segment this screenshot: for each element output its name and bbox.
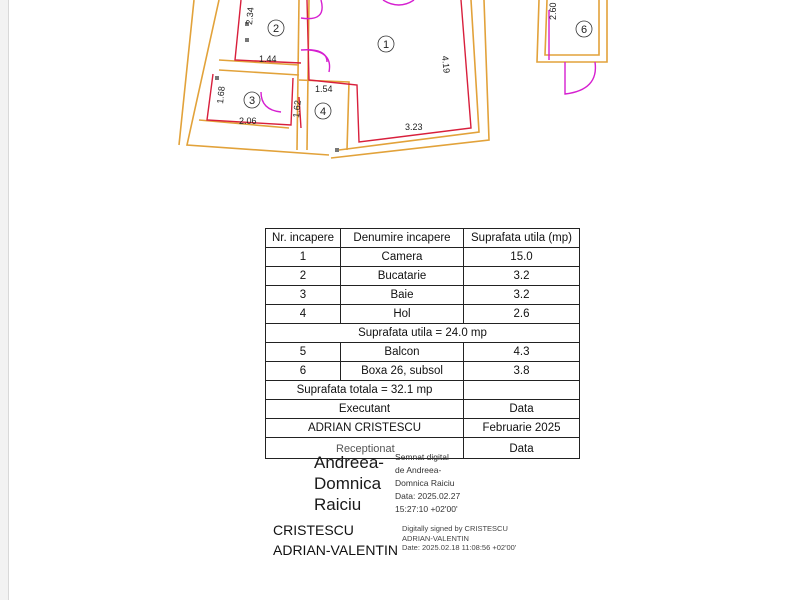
executant-sig-name xyxy=(273,520,398,560)
table-row xyxy=(266,286,580,305)
total-row xyxy=(266,381,580,400)
row-nr: 1 xyxy=(266,248,341,267)
data-label-2: Data xyxy=(464,438,580,459)
row-nr: 3 xyxy=(266,286,341,305)
data-label: Data xyxy=(464,400,580,419)
row-nr: 5 xyxy=(266,343,341,362)
row-area: 3.2 xyxy=(464,267,580,286)
row-name: Balcon xyxy=(341,343,464,362)
sig-text-line-3: Domnica Raiciu xyxy=(395,478,455,488)
executant-date: Februarie 2025 xyxy=(464,419,580,438)
sig-text-line-4: Data: 2025.02.27 xyxy=(395,491,461,501)
dim-1-54: 1.54 xyxy=(315,84,333,94)
executant-sig-text xyxy=(402,524,516,553)
dim-2-06: 2.06 xyxy=(239,116,257,126)
row-area: 3.8 xyxy=(464,362,580,381)
row-name: Boxa 26, subsol xyxy=(341,362,464,381)
room-label-4: 4 xyxy=(319,106,327,118)
dim-1-68: 1.68 xyxy=(215,85,227,105)
total-empty xyxy=(464,381,580,400)
sig-name-line-3: Raiciu xyxy=(314,495,362,514)
dim-3-23: 3.23 xyxy=(405,122,423,132)
table-row xyxy=(266,343,580,362)
sig-text-line-5: 15:27:10 +02'00' xyxy=(395,504,458,514)
row-name: Bucatarie xyxy=(341,267,464,286)
header-name: Denumire incapere xyxy=(341,229,464,248)
dim-2-34: 2.34 xyxy=(244,6,256,26)
executant-sig-name-line-2: ADRIAN-VALENTIN xyxy=(273,542,398,558)
executant-sig-text-line-1: Digitally signed by CRISTESCU xyxy=(402,524,508,533)
executant-header-row xyxy=(266,400,580,419)
executant-label: Executant xyxy=(266,400,464,419)
sig-text-line-2: de Andreea- xyxy=(395,465,442,475)
table-row xyxy=(266,248,580,267)
sig-name-line-1: Andreea- xyxy=(314,453,384,472)
executant-sig-text-line-2: ADRIAN-VALENTIN xyxy=(402,533,469,543)
dim-1-62: 1.62 xyxy=(291,99,303,119)
total-text: Suprafata totala = 32.1 mp xyxy=(266,381,464,400)
sig-text-line-1: Semnat digital xyxy=(395,452,449,462)
row-area: 15.0 xyxy=(464,248,580,267)
executant-name: ADRIAN CRISTESCU xyxy=(266,419,464,438)
subtotal-text: Suprafata utila = 24.0 mp xyxy=(266,324,580,343)
room-label-1: 1 xyxy=(382,39,390,51)
table-row xyxy=(266,267,580,286)
row-name: Hol xyxy=(341,305,464,324)
row-name: Baie xyxy=(341,286,464,305)
door-arcs xyxy=(261,0,595,112)
floor-plan xyxy=(9,0,800,220)
room-label-6: 6 xyxy=(580,24,588,36)
row-nr: 6 xyxy=(266,362,341,381)
dim-2-60: 2.60 xyxy=(548,2,558,20)
executant-sig-name-line-1: CRISTESCU xyxy=(273,522,354,538)
row-name: Camera xyxy=(341,248,464,267)
rooms-table xyxy=(265,228,580,459)
row-area: 3.2 xyxy=(464,286,580,305)
executant-sig-text-line-3: Date: 2025.02.18 11:08:56 +02'00' xyxy=(402,543,517,552)
sig-name-line-2: Domnica xyxy=(314,474,382,493)
row-area: 4.3 xyxy=(464,343,580,362)
header-area: Suprafata utila (mp) xyxy=(464,229,580,248)
row-nr: 2 xyxy=(266,267,341,286)
dim-4-19: 4.19 xyxy=(440,55,452,74)
receptionat-label: Receptionat xyxy=(336,443,395,455)
table-header-row xyxy=(266,229,580,248)
dimension-labels xyxy=(215,2,558,132)
table-row xyxy=(266,305,580,324)
subtotal-row xyxy=(266,324,580,343)
document-page xyxy=(8,0,800,600)
room-label-3: 3 xyxy=(248,95,256,107)
row-nr: 4 xyxy=(266,305,341,324)
dim-1-44: 1.44 xyxy=(259,54,277,64)
room-label-2: 2 xyxy=(272,23,280,35)
executant-row xyxy=(266,419,580,438)
table-row xyxy=(266,362,580,381)
header-nr: Nr. incapere xyxy=(266,229,341,248)
row-area: 2.6 xyxy=(464,305,580,324)
